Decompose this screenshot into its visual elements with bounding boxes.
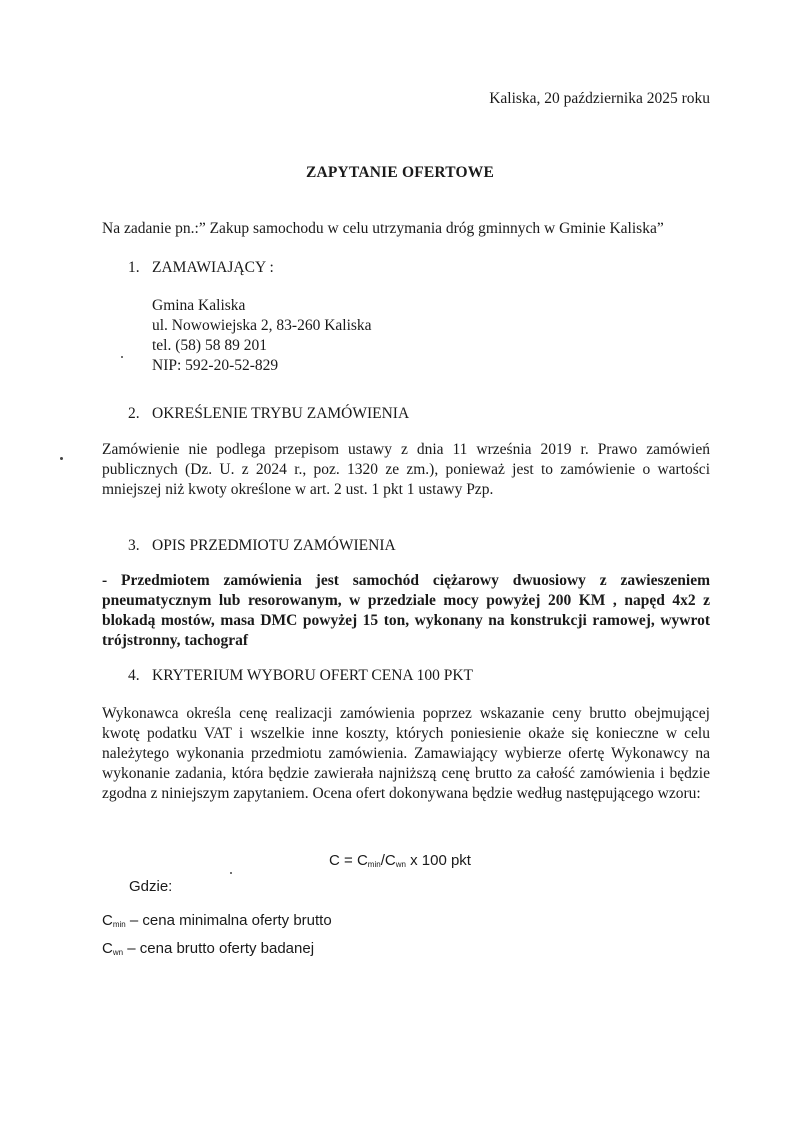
definition-cwn: $C_{wn}$ – cena brutto oferty badanej bbox=[102, 940, 315, 957]
where-label: Gdzie: bbox=[129, 878, 173, 895]
criteria-paragraph: Wykonawca określa cenę realizacji zamówienia poprzez wskazanie ceny brutto obejmującej kwotę podatku VAT i wszelkie inne koszty, których poniesienie okaże się konieczne w celu należytego wykonania przedmiotu zamówienia. Zamawiający wybierze ofertę Wykonawcy na wykonanie zadania, która będzie zawierała najniższą cenę brutto za całość zamówienia i będzie zgodna z niniejszym zapytaniem. Ocena ofert dokonywana będzie według następującego wzoru: bbox=[102, 705, 710, 802]
authority-name: Gmina Kaliska bbox=[152, 297, 246, 314]
section-title: OKREŚLENIE TRYBU ZAMÓWIENIA bbox=[152, 405, 410, 422]
definition-cmin: $C_{min}$ – cena minimalna oferty brutto bbox=[102, 912, 332, 929]
subject-line: Na zadanie pn.:” Zakup samochodu w celu utrzymania dróg gminnych w Gminie Kaliska” bbox=[102, 220, 664, 237]
subject-description-paragraph: - Przedmiotem zamówienia jest samochód ciężarowy dwuosiowy z zawieszeniem pneumatycznym lub resorowanym, w przedziale mocy powyżej 200 KM , napęd 4x2 z blokadą mostów, masa DMC powyżej 15 ton, wykonany na konstrukcji ramowej, wywrot trójstronny, tachograf bbox=[102, 572, 710, 649]
section-heading-1 bbox=[128, 259, 274, 277]
scoring-formula: $C = C_{min}/C_{wn}$ x 100 pkt bbox=[329, 852, 471, 869]
section-number: 3. bbox=[128, 537, 140, 554]
section-heading-4 bbox=[128, 667, 473, 685]
authority-phone: tel. (58) 58 89 201 bbox=[152, 337, 267, 354]
place-date: Kaliska, 20 października 2025 roku bbox=[489, 90, 710, 107]
scan-speck bbox=[230, 872, 232, 874]
procurement-mode-paragraph: Zamówienie nie podlega przepisom ustawy z dnia 11 września 2019 r. Prawo zamówień publicznych (Dz. U. z 2024 r., poz. 1320 ze zm.), ponieważ jest to zamówienie o wartości mniejszej niż kwoty określone w art. 2 ust. 1 pkt 1 ustawy Pzp. bbox=[102, 441, 710, 498]
section-title: KRYTERIUM WYBORU OFERT CENA 100 PKT bbox=[152, 667, 474, 684]
section-number: 1. bbox=[128, 259, 140, 276]
contracting-authority-address bbox=[152, 296, 372, 376]
scan-speck bbox=[121, 356, 123, 358]
section-number: 2. bbox=[128, 405, 140, 422]
authority-street: ul. Nowowiejska 2, 83-260 Kaliska bbox=[152, 317, 372, 334]
section-title: OPIS PRZEDMIOTU ZAMÓWIENIA bbox=[152, 537, 396, 554]
scan-speck bbox=[60, 457, 63, 460]
section-number: 4. bbox=[128, 667, 140, 684]
section-heading-3 bbox=[128, 537, 396, 555]
section-title: ZAMAWIAJĄCY : bbox=[152, 259, 274, 276]
document-title: ZAPYTANIE OFERTOWE bbox=[305, 164, 495, 181]
authority-nip: NIP: 592-20-52-829 bbox=[152, 357, 279, 374]
section-heading-2 bbox=[128, 405, 409, 423]
